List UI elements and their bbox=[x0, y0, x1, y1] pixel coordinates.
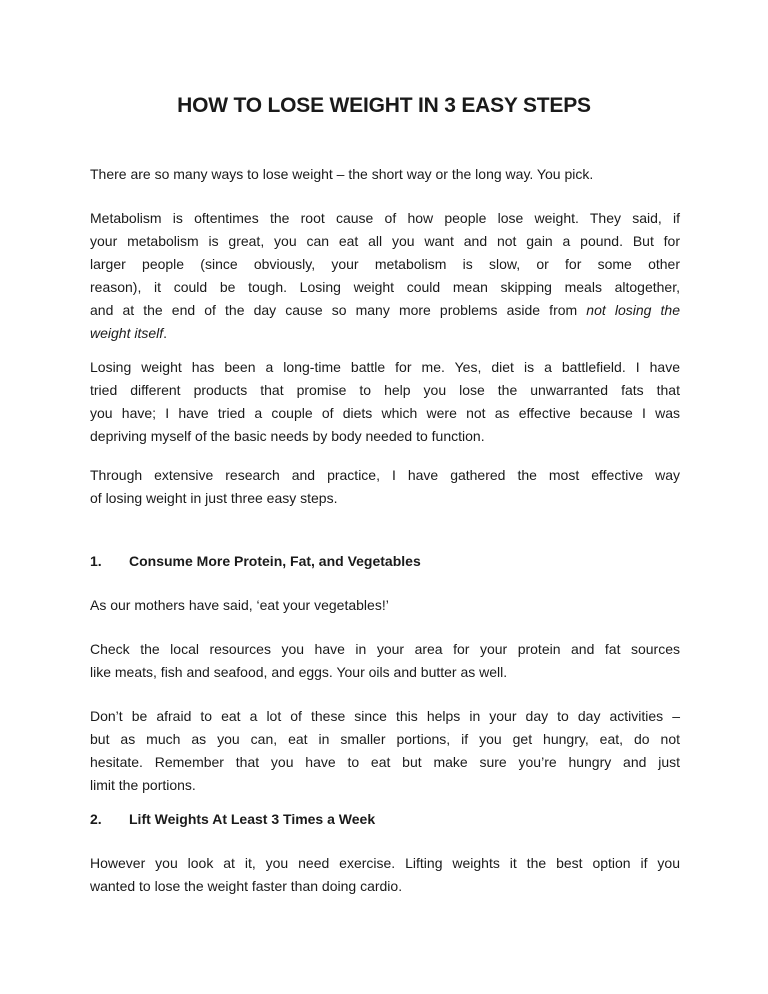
text-line: tried different products that promise to help you lose the unwarranted fats that bbox=[90, 382, 680, 398]
paragraph-battle bbox=[90, 356, 680, 448]
text-line: limit the portions. bbox=[90, 777, 196, 793]
text-line: but as much as you can, eat in smaller portions, if you get hungry, eat, do not bbox=[90, 731, 680, 747]
text-line: Don’t be afraid to eat a lot of these since this helps in your day to day activities – bbox=[90, 708, 680, 724]
step-title: Lift Weights At Least 3 Times a Week bbox=[129, 811, 376, 827]
text-line: like meats, fish and seafood, and eggs. Your oils and butter as well. bbox=[90, 664, 508, 680]
paragraph-intro bbox=[90, 163, 680, 186]
text-line: Losing weight has been a long-time battle for me. Yes, diet is a battlefield. I have bbox=[90, 359, 680, 375]
text-line: However you look at it, you need exercise. Lifting weights it the best option if you bbox=[90, 855, 680, 871]
step-number: 2. bbox=[90, 811, 102, 827]
text-line: depriving myself of the basic needs by body needed to function. bbox=[90, 428, 485, 444]
step-heading-1 bbox=[90, 550, 421, 573]
text-line: Through extensive research and practice, I have gathered the most effective way bbox=[90, 467, 680, 483]
italic-text: weight itself bbox=[90, 325, 164, 341]
text-line: wanted to lose the weight faster than doing cardio. bbox=[90, 878, 403, 894]
text-line bbox=[90, 299, 680, 322]
paragraph-resources bbox=[90, 638, 680, 684]
paragraph-metabolism bbox=[90, 207, 680, 345]
text-line: As our mothers have said, ‘eat your vegetables!’ bbox=[90, 597, 389, 613]
text-line: of losing weight in just three easy steps. bbox=[90, 490, 338, 506]
italic-text: not losing the bbox=[586, 302, 680, 318]
text-segment: . bbox=[163, 325, 168, 341]
step-number: 1. bbox=[90, 553, 102, 569]
document-title: HOW TO LOSE WEIGHT IN 3 EASY STEPS bbox=[177, 94, 591, 117]
text-line: you have; I have tried a couple of diets which were not as effective because I was bbox=[90, 405, 680, 421]
text-line: There are so many ways to lose weight – the short way or the long way. You pick. bbox=[90, 166, 594, 182]
text-line: your metabolism is great, you can eat all you want and not gain a pound. But for bbox=[90, 233, 680, 249]
text-segment: and at the end of the day cause so many more problems aside from bbox=[90, 302, 587, 318]
text-line: larger people (since obviously, your metabolism is slow, or for some other bbox=[90, 256, 680, 272]
step-heading-2 bbox=[90, 808, 375, 831]
text-line: Check the local resources you have in your area for your protein and fat sources bbox=[90, 641, 680, 657]
step-title: Consume More Protein, Fat, and Vegetables bbox=[129, 553, 421, 569]
paragraph-portions bbox=[90, 705, 680, 797]
paragraph-exercise bbox=[90, 852, 680, 898]
paragraph-mothers bbox=[90, 594, 680, 617]
text-line: Metabolism is oftentimes the root cause of how people lose weight. They said, if bbox=[90, 210, 680, 226]
paragraph-research bbox=[90, 464, 680, 510]
text-line: reason), it could be tough. Losing weight could mean skipping meals altogether, bbox=[90, 279, 680, 295]
text-line bbox=[90, 322, 680, 345]
text-line: hesitate. Remember that you have to eat but make sure you’re hungry and just bbox=[90, 754, 680, 770]
